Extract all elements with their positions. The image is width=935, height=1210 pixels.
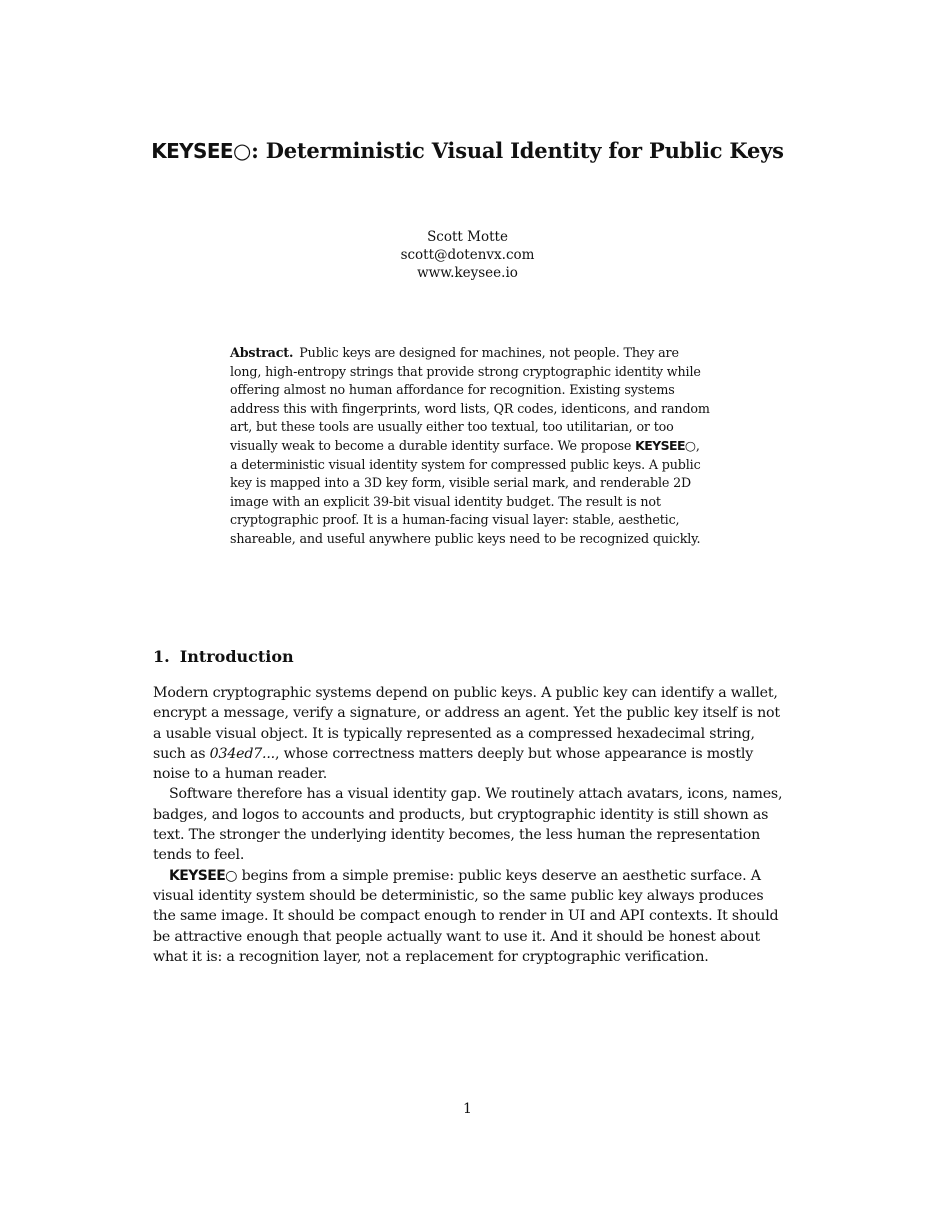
intro-brand-mark-icon: ○ — [225, 867, 238, 884]
intro-p1-text: Modern cryptographic systems depend on public keys. A public key can identify a wallet, encrypt a message, verify a signature, or address an agent. Yet the public key itself is not a usable visual object. It is typically represented as a compressed hexadecimal string, such as — [153, 685, 780, 762]
intro-paragraph-3 — [153, 866, 785, 967]
page-number: 1 — [463, 1101, 472, 1117]
abstract-text-part1: Public keys are designed for machines, not people. They are long, high-entropy strings that provide strong cryptographic identity while offering almost no human affordance for recognition. Existing systems address this with fingerprints, word lists, QR codes, identicons, and random art, but these tools are usually either too textual, too utilitarian, or too visually weak to become a durable identity surface. We propose — [230, 345, 710, 453]
brand-mark-icon: ○ — [232, 139, 252, 163]
abstract-label: Abstract. — [230, 345, 294, 360]
author-website: www.keysee.io — [417, 265, 518, 281]
intro-paragraph-2: Software therefore has a visual identity gap. We routinely attach avatars, icons, names, badges, and logos to accounts and products, but cryptographic identity is still shown as text. The stronger the underlying identity becomes, the less human the representation tends to feel. — [153, 786, 783, 864]
intro-p1-text-end: , whose correctness matters deeply but whose appearance is mostly noise to a human reader. — [153, 745, 754, 783]
abstract-text-part2: , a deterministic visual identity system for compressed public keys. A public key is mapped into a 3D key form, visible serial mark, and renderable 2D image with an explicit 39-bit visual identity budget. The result is not cryptographic proof. It is a human-facing visual layer: stable, aesthetic, shareable, and useful anywhere public keys need to be recognized quickly. — [230, 437, 701, 546]
intro-p3-text: begins from a simple premise: public keys deserve an aesthetic surface. A visual identity system should be deterministic, so the same public key always produces the same image. It should be compact enough to render in UI and API contexts. It should be attractive enough that people actually want to use it. And it should be honest about what it is: a recognition layer, not a replacement for cryptographic verification. — [153, 867, 779, 965]
paper-title — [150, 136, 785, 166]
intro-brand-name: KEYSEE — [169, 867, 226, 884]
section-title: Introduction — [179, 647, 294, 666]
abstract-brand-name: KEYSEE — [635, 437, 685, 453]
author-block — [0, 228, 935, 282]
intro-paragraph-1 — [153, 683, 785, 784]
author-name: Scott Motte — [427, 229, 508, 245]
section-heading-introduction — [153, 646, 294, 668]
abstract-brand-mark-icon: ○ — [684, 437, 696, 453]
section-number: 1. — [153, 647, 170, 666]
abstract — [230, 344, 710, 549]
author-email: scott@dotenvx.com — [400, 247, 535, 263]
title-text: : Deterministic Visual Identity for Public Keys — [251, 138, 784, 163]
introduction-body — [153, 683, 785, 967]
brand-name: KEYSEE — [151, 139, 233, 163]
hex-example: 034ed7... — [209, 745, 275, 762]
